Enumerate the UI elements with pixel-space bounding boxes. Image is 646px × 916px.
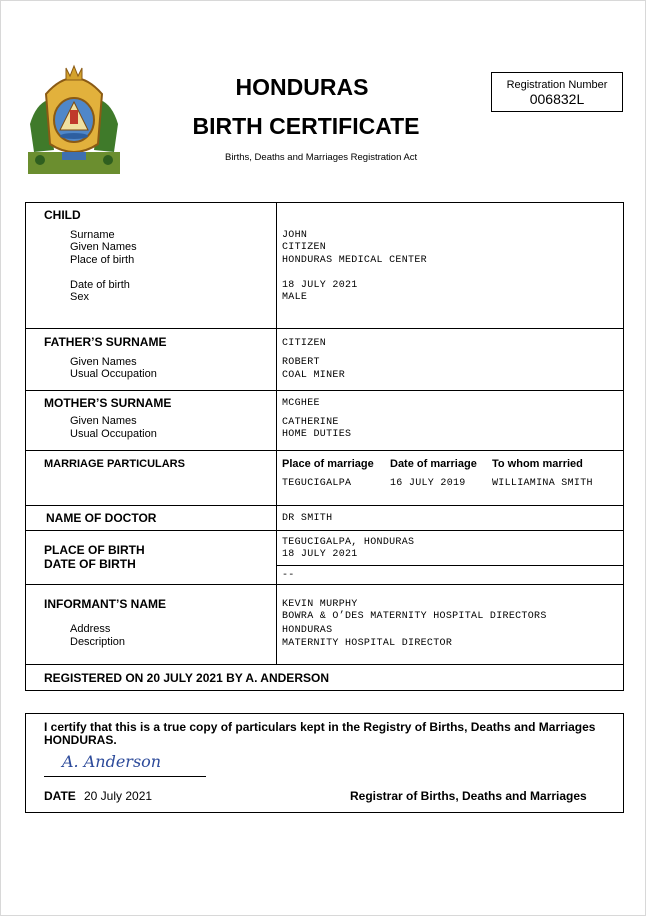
registrar-signature: A. Anderson: [62, 752, 162, 771]
date-value: 20 July 2021: [84, 789, 153, 803]
certificate-subtitle: Births, Deaths and Marriages Registration Act: [225, 152, 418, 163]
mother-given-names-value: CATHERINE: [282, 417, 339, 428]
informant-address-line2: HONDURAS: [282, 625, 333, 636]
mother-surname-heading: MOTHER’S SURNAME: [44, 396, 172, 410]
informant-address-label: Address: [70, 623, 111, 635]
informant-address-line1: BOWRA & O’DES MATERNITY HOSPITAL DIRECTORS: [282, 611, 547, 622]
child-sex-value: MALE: [282, 292, 308, 303]
informant-name-value: KEVIN MURPHY: [282, 599, 358, 610]
child-dob-value: 18 JULY 2021: [282, 280, 358, 291]
child-surname-value: JOHN: [282, 230, 308, 241]
father-occupation-value: COAL MINER: [282, 370, 346, 381]
child-place-of-birth-value: HONDURAS MEDICAL CENTER: [282, 255, 427, 266]
place-of-birth-value: TEGUCIGALPA, HONDURAS: [282, 537, 415, 548]
date-label: DATE: [44, 789, 76, 803]
row-divider: [25, 390, 623, 391]
registration-number-label: Registration Number: [506, 79, 608, 91]
table-column-divider: [276, 202, 277, 665]
father-given-names-value: ROBERT: [282, 357, 320, 368]
date-of-marriage-value: 16 JULY 2019: [390, 478, 466, 489]
row-divider: [25, 328, 623, 329]
mother-occupation-label: Usual Occupation: [70, 428, 157, 440]
place-of-birth-heading: PLACE OF BIRTH: [44, 543, 145, 557]
row-divider: [25, 584, 623, 585]
father-occupation-label: Usual Occupation: [70, 368, 157, 380]
certificate-title: BIRTH CERTIFICATE: [192, 113, 420, 139]
informant-description-label: Description: [70, 636, 126, 648]
marriage-particulars-heading: MARRIAGE PARTICULARS: [44, 458, 185, 470]
place-of-marriage-column: Place of marriage: [282, 458, 374, 470]
certification-text-line1: I certify that this is a true copy of particulars kept in the Registry of Births, Deaths and Marriages: [44, 720, 596, 734]
mother-given-names-label: Given Names: [70, 415, 137, 427]
child-dob-label: Date of birth: [70, 279, 130, 291]
signature-line: [44, 776, 206, 777]
registered-statement: REGISTERED ON 20 JULY 2021 BY A. ANDERSON: [44, 671, 329, 685]
date-of-birth-heading: DATE OF BIRTH: [44, 557, 136, 571]
certificate-title-country: HONDURAS: [235, 74, 369, 100]
place-of-marriage-value: TEGUCIGALPA: [282, 478, 352, 489]
row-divider: [25, 530, 623, 531]
mother-occupation-value: HOME DUTIES: [282, 429, 352, 440]
child-given-names-value: CITIZEN: [282, 242, 327, 253]
row-divider: [276, 565, 623, 566]
to-whom-married-value: WILLIAMINA SMITH: [492, 478, 593, 489]
registration-number-value: 006832L: [529, 91, 585, 107]
registrar-title: Registrar of Births, Deaths and Marriages: [350, 789, 587, 803]
doctor-value: DR SMITH: [282, 513, 333, 524]
row-divider: [25, 505, 623, 506]
father-surname-value: CITIZEN: [282, 338, 327, 349]
row-divider: [25, 664, 623, 665]
date-of-marriage-column: Date of marriage: [390, 458, 477, 470]
informant-description-value: MATERNITY HOSPITAL DIRECTOR: [282, 638, 453, 649]
certification-text-line2: HONDURAS.: [44, 733, 117, 747]
doctor-heading: NAME OF DOCTOR: [46, 511, 157, 525]
informant-heading: INFORMANT’S NAME: [44, 597, 166, 611]
to-whom-married-column: To whom married: [492, 458, 583, 470]
mother-surname-value: MCGHEE: [282, 398, 320, 409]
child-given-names-label: Given Names: [70, 241, 137, 253]
row-divider: [25, 450, 623, 451]
birth-extra-value: --: [282, 570, 295, 581]
date-of-birth-value: 18 JULY 2021: [282, 549, 358, 560]
child-heading: CHILD: [44, 208, 81, 222]
father-surname-heading: FATHER’S SURNAME: [44, 335, 167, 349]
child-sex-label: Sex: [70, 291, 89, 303]
child-surname-label: Surname: [70, 229, 115, 241]
child-place-of-birth-label: Place of birth: [70, 254, 135, 266]
father-given-names-label: Given Names: [70, 356, 137, 368]
honduras-coat-of-arms-icon: [26, 64, 122, 176]
registration-number-box: [491, 72, 623, 112]
